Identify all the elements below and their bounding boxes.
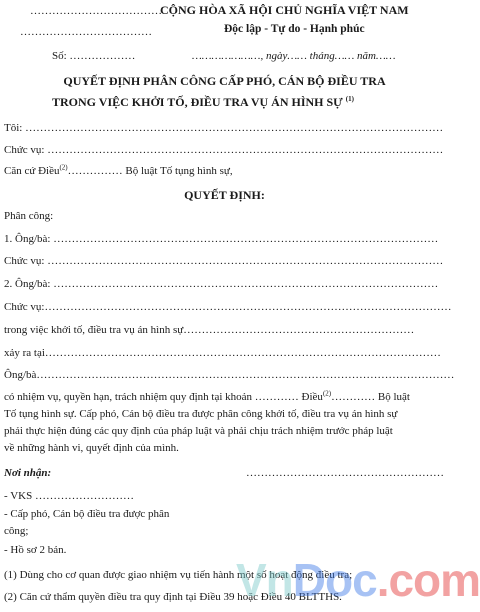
recipients-heading: Nơi nhận: — [4, 467, 52, 479]
officer-1-position-field: Chức vụ: ……………………………………………………………………………………………… — [4, 255, 444, 267]
footnote-ref-2: (2) — [59, 163, 68, 172]
republic-heading: CỘNG HÒA XÃ HỘI CHỦ NGHĨA VIỆT NAM — [160, 3, 409, 17]
document-number: Số: ……………… — [52, 50, 136, 62]
document-title-line1: QUYẾT ĐỊNH PHÂN CÔNG CẤP PHÓ, CÁN BỘ ĐIỀU TRA — [63, 74, 386, 88]
footnote-ref-2b: (2) — [322, 389, 332, 398]
date-line: …………………, ngày…… tháng…… năm…… — [192, 50, 396, 62]
vndoc-watermark-logo: VnDoc.com — [236, 554, 480, 606]
decision-heading: QUYẾT ĐỊNH: — [184, 188, 265, 202]
legal-basis-line: Căn cứ Điều$^{(2)}$…………… Bộ luật Tố tụng hình sự, — [4, 163, 233, 177]
issuer-field: Tôi: …………………………………………………………………………………………………… — [4, 122, 444, 134]
case-field: trong việc khởi tố, điều tra vụ án hình sự……………………………………………………… — [4, 324, 415, 336]
document-title-line2: TRONG VIỆC KHỞI TỐ, ĐIỀU TRA VỤ ÁN HÌNH SỰ $^{(1)}$ — [52, 95, 354, 109]
officer-2-name-field: 2. Ông/bà: …………………………………………………………………………………………… — [4, 278, 439, 290]
location-field: xảy ra tại……………………………………………………………………………………………… — [4, 347, 441, 359]
officer-2-position-field: Chức vụ:………………………………………………………………………………………………… — [4, 301, 452, 313]
duties-paragraph-line4: về những hành vi, quyết định của mình. — [4, 442, 179, 454]
signature-line: ……………………………………………… — [246, 467, 444, 479]
assignment-label: Phân công: — [4, 210, 54, 222]
footnote-2: (2) Căn cứ thẩm quyền điều tra quy định tại Điều 39 hoặc Điều 40 BLTTHS. — [4, 591, 342, 603]
duties-paragraph-line2: Tố tụng hình sự. Cấp phó, Cán bộ điều tra được phân công khởi tố, điều tra vụ án hình sự — [4, 408, 398, 420]
recipient-officers-line1: - Cấp phó, Cán bộ điều tra được phân — [4, 508, 170, 520]
agency-name-line: ……………………………… — [30, 5, 162, 17]
issuer-position-field: Chức vụ: ……………………………………………………………………………………………… — [4, 144, 444, 156]
agency-subname-line: ……………………………… — [20, 26, 152, 38]
recipient-officers-line2: công; — [4, 525, 29, 537]
footnote-ref-1: (1) — [345, 95, 354, 103]
national-motto: Độc lập - Tự do - Hạnh phúc — [224, 23, 365, 35]
duties-paragraph-line1: có nhiệm vụ, quyền hạn, trách nhiệm quy định tại khoản ………… Điều$^{(2)}$………… Bộ luật — [4, 389, 410, 403]
duties-paragraph-line3: phải thực hiện đúng các quy định của pháp luật và phải chịu trách nhiệm trước pháp luật — [4, 425, 393, 437]
officer-1-name-field: 1. Ông/bà: …………………………………………………………………………………………… — [4, 233, 439, 245]
footnote-1: (1) Dùng cho cơ quan được giao nhiệm vụ tiến hành một số hoạt động điều tra; — [4, 569, 353, 581]
recipient-file: - Hồ sơ 2 bản. — [4, 544, 67, 556]
recipient-vks: - VKS ……………………… — [4, 490, 134, 502]
officer-field: Ông/bà…………………………………………………………………………………………………… — [4, 369, 455, 381]
